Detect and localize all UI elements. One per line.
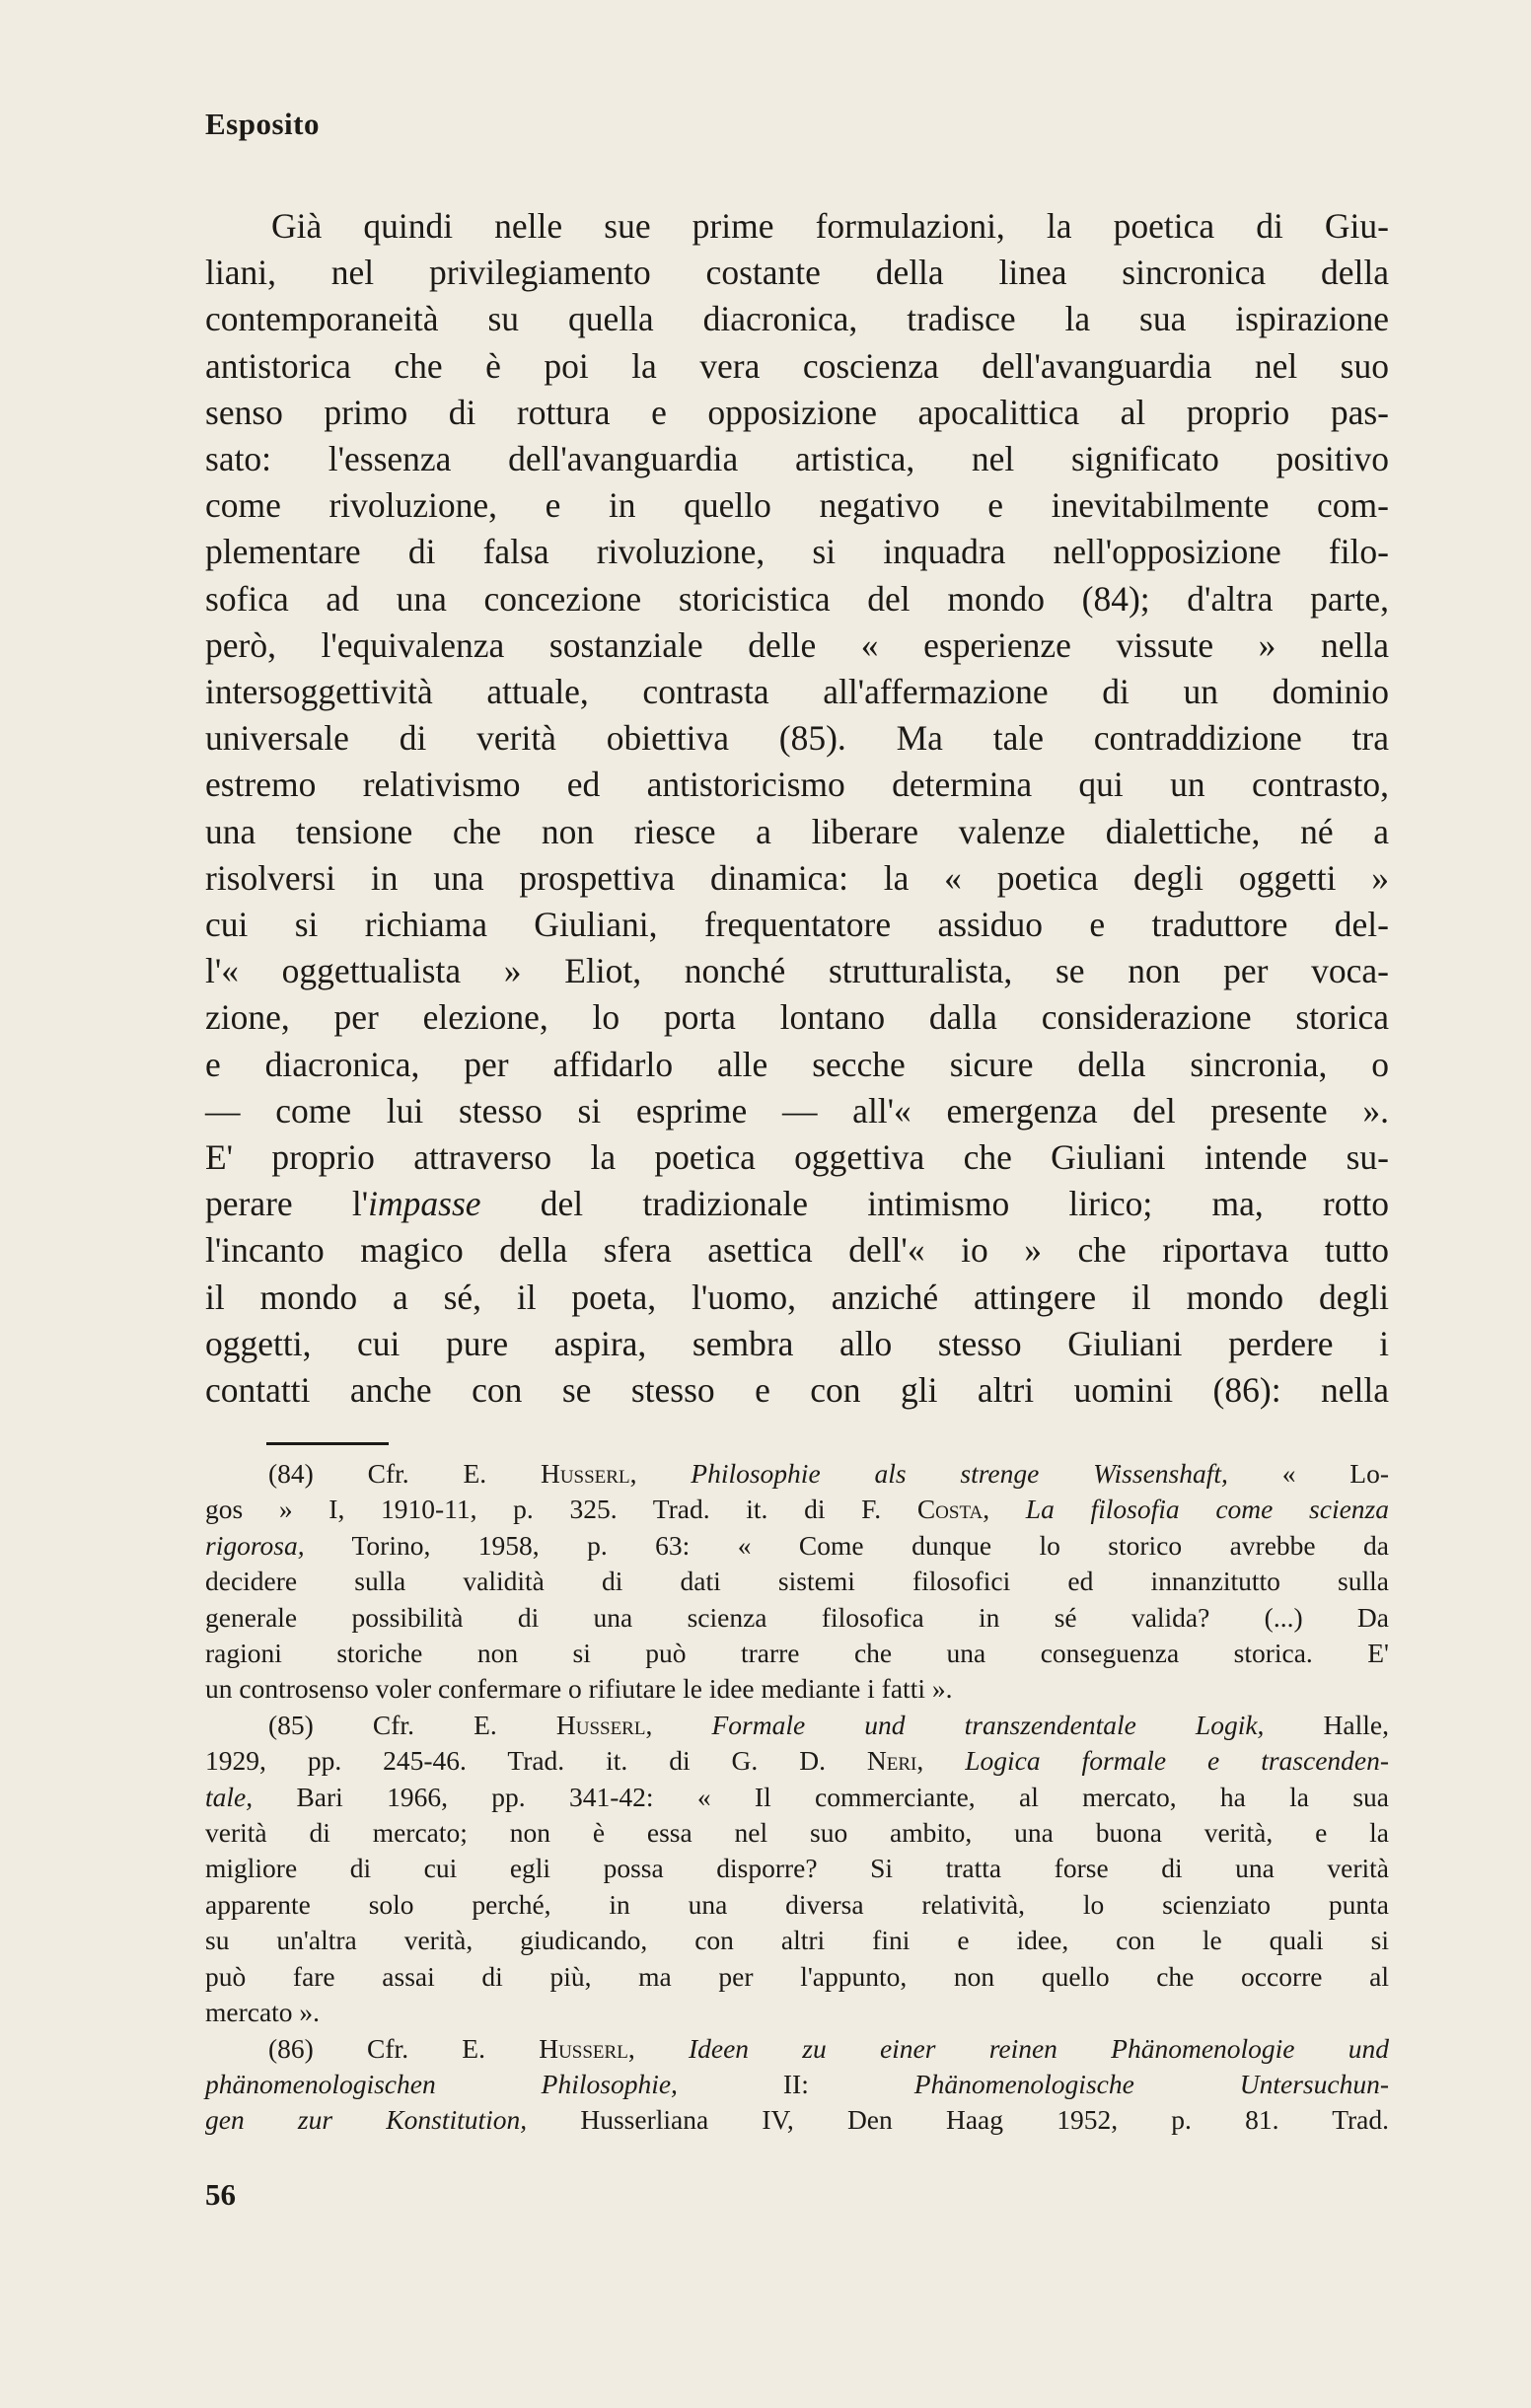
work-title: Logica formale e trascenden- [965, 1745, 1390, 1777]
text-run: Torino, 1958, p. 63: « Come dunque lo storico avrebbe da [304, 1529, 1389, 1561]
footnote-85-line [205, 1708, 1389, 1743]
body-line: sofica ad una concezione storicistica del mondo (84); d'altra parte, [205, 578, 1389, 619]
footnote-84-line: ragioni storiche non si può trarre che una conseguenza storica. E' [205, 1638, 1389, 1669]
text-run: Halle, [1264, 1709, 1389, 1740]
body-line: oggetti, cui pure aspira, sembra allo stesso Giuliani perdere i [205, 1323, 1389, 1363]
footnote-85-line: apparente solo perché, in una diversa relatività, lo scienziato punta [205, 1888, 1389, 1920]
work-title: gen zur Konstitution, [205, 2104, 528, 2136]
body-line: l'« oggettualista » Eliot, nonché strutturalista, se non per voca- [205, 951, 1389, 991]
body-line: senso primo di rottura e opposizione apocalittica al proprio pas- [205, 392, 1389, 432]
footnote-84-line [205, 1528, 1389, 1564]
body-line: Già quindi nelle sue prime formulazioni, la poetica di Giu- [271, 206, 1389, 246]
footnote-rule [266, 1442, 389, 1445]
work-title: phänomenologischen Philosophie, [205, 2068, 678, 2099]
text-run: , [627, 2032, 689, 2064]
body-line: intersoggettività attuale, contrasta all'affermazione di un dominio [205, 672, 1389, 712]
text-run: « Lo- [1227, 1458, 1390, 1489]
body-text [205, 203, 1389, 1414]
body-line: estremo relativismo ed antistoricismo determina qui un contrasto, [205, 765, 1389, 805]
work-title: tale, [205, 1781, 254, 1812]
footnote-84-line: decidere sulla validità di dati sistemi filosofici ed innanzitutto sulla [205, 1566, 1389, 1597]
work-title: Phänomenologische Untersuchun- [913, 2068, 1389, 2099]
running-head: Esposito [205, 107, 320, 141]
footnote-84-line [205, 1492, 1389, 1527]
footnote-85-line: migliore di cui egli possa disporre? Si tratta forse di una verità [205, 1853, 1389, 1884]
text-run: II: [677, 2068, 914, 2099]
body-line: il mondo a sé, il poeta, l'uomo, anziché attingere il mondo degli [205, 1277, 1389, 1317]
text-run: (84) Cfr. E. [268, 1458, 541, 1489]
footnote-84-line: un controsenso voler confermare o rifiutare le idee mediante i fatti ». [205, 1673, 953, 1705]
body-line: liani, nel privilegiamento costante della linea sincronica della [205, 253, 1389, 293]
footnote-84-line [205, 1456, 1389, 1492]
author-name: Costa [916, 1494, 984, 1525]
body-line: l'incanto magico della sfera asettica dell'« io » che riportava tutto [205, 1230, 1389, 1271]
text-run: perare l' [205, 1184, 369, 1224]
text-run: (85) Cfr. E. [268, 1709, 556, 1740]
footnotes [205, 1456, 1389, 2139]
work-title: La filosofia come scienza [1025, 1494, 1389, 1525]
body-line: una tensione che non riesce a liberare valenze dialettiche, né a [205, 811, 1389, 851]
footnote-86-line [205, 2102, 1389, 2138]
footnote-85-line: mercato ». [205, 1997, 321, 2028]
footnote-85-line: può fare assai di più, ma per l'appunto, non quello che occorre al [205, 1960, 1389, 1992]
author-name: Husserl [555, 1709, 646, 1740]
body-line: plementare di falsa rivoluzione, si inquadra nell'opposizione filo- [205, 532, 1389, 572]
footnote-86-line [205, 2031, 1389, 2067]
work-title: Formale und transzendentale Logik, [711, 1709, 1265, 1740]
body-line: sato: l'essenza dell'avanguardia artistica, nel significato positivo [205, 439, 1389, 479]
body-line: cui si richiama Giuliani, frequentatore assiduo e traduttore del- [205, 905, 1389, 945]
footnote-84-line: generale possibilità di una scienza filosofica in sé valida? (...) Da [205, 1601, 1389, 1633]
text-run: 1929, pp. 245-46. Trad. it. di G. D. [205, 1745, 867, 1777]
footnote-85-line [205, 1743, 1389, 1779]
author-name: Husserl [540, 1458, 630, 1489]
work-title: Philosophie als strenge Wissenshaft, [691, 1458, 1228, 1489]
page-number: 56 [205, 2177, 236, 2212]
body-line: antistorica che è poi la vera coscienza dell'avanguardia nel suo [205, 345, 1389, 386]
author-name: Neri [866, 1745, 917, 1777]
footnote-85-line: verità di mercato; non è essa nel suo ambito, una buona verità, e la [205, 1817, 1389, 1849]
body-line: risolversi in una prospettiva dinamica: la « poetica degli oggetti » [205, 857, 1389, 898]
footnote-85-line [205, 1780, 1389, 1815]
text-run: gos » I, 1910-11, p. 325. Trad. it. di F. [205, 1494, 917, 1525]
text-run: del tradizionale intimismo lirico; ma, rotto [480, 1184, 1389, 1224]
footnote-85-line: su un'altra verità, giudicando, con altri fini e idee, con le quali si [205, 1925, 1389, 1956]
text-run: Husserliana IV, Den Haag 1952, p. 81. Trad. [527, 2104, 1390, 2136]
body-line: come rivoluzione, e in quello negativo e inevitabilmente com- [205, 485, 1389, 526]
body-line: però, l'equivalenza sostanziale delle « esperienze vissute » nella [205, 624, 1389, 665]
text-run: (86) Cfr. E. [268, 2032, 540, 2064]
text-run: Bari 1966, pp. 341-42: « Il commerciante, al mercato, ha la sua [253, 1781, 1389, 1812]
footnote-86-line [205, 2067, 1389, 2102]
body-line: contatti anche con se stesso e con gli altri uomini (86): nella [205, 1370, 1389, 1411]
body-line: e diacronica, per affidarlo alle secche sicure della sincronia, o [205, 1044, 1389, 1084]
body-line: zione, per elezione, lo porta lontano dalla considerazione storica [205, 997, 1389, 1038]
italic-term: impasse [368, 1184, 481, 1224]
author-name: Husserl [539, 2032, 628, 2064]
body-line: contemporaneità su quella diacronica, tradisce la sua ispirazione [205, 299, 1389, 339]
body-line: — come lui stesso si esprime — all'« emergenza del presente ». [205, 1090, 1389, 1131]
text-run: , [645, 1709, 712, 1740]
body-line: E' proprio attraverso la poetica oggettiva che Giuliani intende su- [205, 1137, 1389, 1178]
text-run: , [983, 1494, 1026, 1525]
work-title: Ideen zu einer reinen Phänomenologie und [688, 2032, 1390, 2064]
body-line [205, 1181, 1389, 1227]
work-title: rigorosa, [205, 1529, 305, 1561]
text-run: , [629, 1458, 692, 1489]
text-run: , [916, 1745, 966, 1777]
body-line: universale di verità obiettiva (85). Ma tale contraddizione tra [205, 718, 1389, 759]
